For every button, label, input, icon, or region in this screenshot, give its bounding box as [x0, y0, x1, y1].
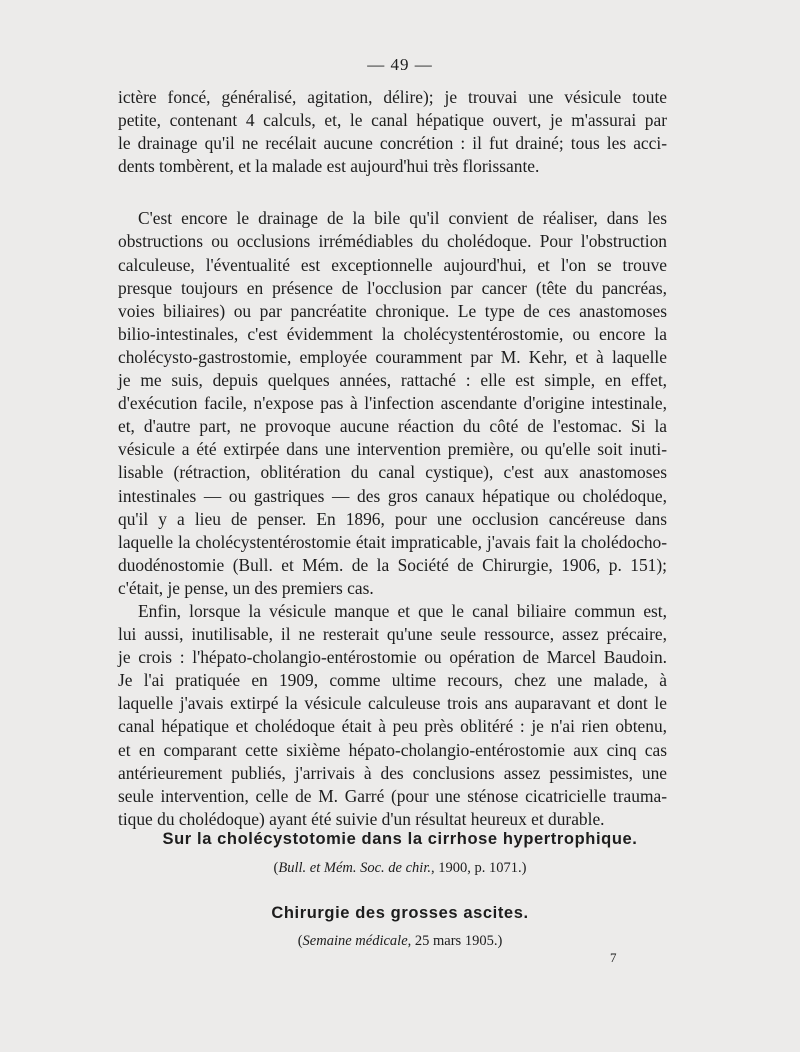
section-heading: Sur la cholécystotomie dans la cirrhose hypertrophique.	[162, 830, 638, 848]
text-line: Enfin, lorsque la vésicule manque et que le canal biliaire commun est,	[138, 600, 667, 621]
text-line: voies biliaires) ou par pancréatite chronique. Le type de ces anastomoses	[118, 300, 667, 321]
reference-source: Bull. et Mém. Soc. de chir.	[278, 860, 431, 876]
text-line: dents tombèrent, et la malade est aujourd'hui très florissante.	[118, 156, 540, 177]
text-line: tique du cholédoque) ayant été suivie d'un résultat heureux et durable.	[118, 808, 605, 829]
paragraph	[118, 207, 667, 600]
text-line: seule intervention, celle de M. Garré (pour une sténose cicatricielle trauma-	[118, 785, 667, 806]
text-line: C'est encore le drainage de la bile qu'il convient de réaliser, dans les	[138, 208, 667, 229]
text-line: ictère foncé, généralisé, agitation, délire); je trouvai une vésicule toute	[118, 87, 667, 107]
paragraph	[118, 86, 667, 178]
body-text	[118, 86, 667, 831]
reference-source: Semaine médicale	[302, 933, 408, 949]
section-reference: (Semaine médicale, 25 mars 1905.)	[297, 933, 503, 949]
text-line: calculeuse, l'éventualité est exceptionnelle aujourd'hui, et l'on se trouve	[118, 254, 667, 275]
section-heading: Chirurgie des grosses ascites.	[271, 904, 529, 922]
text-line: je crois : l'hépato-cholangio-entérostomie ou opération de Marcel Baudoin.	[118, 647, 667, 668]
text-line: presque toujours en présence de l'occlusion par cancer (tête du pancréas,	[118, 277, 667, 298]
text-line: Je l'ai pratiquée en 1909, comme ultime recours, chez une malade, à	[118, 670, 667, 691]
text-line: cholécysto-gastrostomie, employée couramment par M. Kehr, et à laquelle	[118, 346, 667, 367]
reference-details: , 25 mars 1905.	[407, 933, 498, 949]
text-line: d'exécution facile, n'expose pas à l'infection ascendante d'origine intestinale,	[118, 393, 667, 414]
text-line: canal hépatique et cholédoque était à peu près oblitéré : je n'ai rien obtenu,	[118, 716, 667, 737]
text-line: laquelle j'avais extirpé la vésicule calculeuse trois ans auparavant et dont le	[118, 693, 667, 714]
text-line: intestinales — ou gastriques — des gros canaux hépatique ou cholédoque,	[118, 485, 667, 506]
page-number: — 49 —	[367, 55, 433, 74]
text-line: antérieurement publiés, j'arrivais à des conclusions assez pessimistes, une	[118, 762, 667, 783]
text-line: bilio-intestinales, c'est évidemment la cholécystentérostomie, ou encore la	[118, 323, 667, 344]
text-line: duodénostomie (Bull. et Mém. de la Société de Chirurgie, 1906, p. 151);	[118, 554, 667, 575]
text-line: je me suis, depuis quelques années, rattaché : elle est simple, en effet,	[118, 370, 667, 391]
text-line: le drainage qu'il ne recélait aucune concrétion : il fut drainé; tous les acci-	[118, 133, 667, 154]
signature-mark: 7	[610, 950, 617, 965]
text-line: lisable (rétraction, oblitération du canal cystique), c'est aux anastomoses	[118, 462, 667, 483]
text-line: petite, contenant 4 calculs, et, le canal hépatique ouvert, je m'assurai par	[118, 110, 667, 131]
reference-details: , 1900, p. 1071.	[431, 860, 522, 876]
paragraph	[118, 600, 667, 831]
section-reference: (Bull. et Mém. Soc. de chir., 1900, p. 1071.)	[273, 860, 527, 876]
text-line: et en comparant cette sixième hépato-cholangio-entérostomie aux cinq cas	[118, 739, 667, 760]
text-line: qu'il y a lieu de penser. En 1896, pour une occlusion cancéreuse dans	[118, 508, 667, 529]
text-line: laquelle la cholécystentérostomie était impraticable, j'avais fait la cholédocho-	[118, 531, 667, 552]
text-line: vésicule a été extirpée dans une intervention première, ou qu'elle soit inuti-	[118, 439, 667, 460]
text-line: c'était, je pense, un des premiers cas.	[118, 577, 374, 598]
text-line: et, d'autre part, ne provoque aucune réaction du côté de l'estomac. Si la	[118, 416, 667, 437]
text-line: obstructions ou occlusions irrémédiables du cholédoque. Pour l'obstruction	[118, 231, 667, 252]
text-line: lui aussi, inutilisable, il ne resterait qu'une seule ressource, assez précaire,	[118, 624, 667, 645]
